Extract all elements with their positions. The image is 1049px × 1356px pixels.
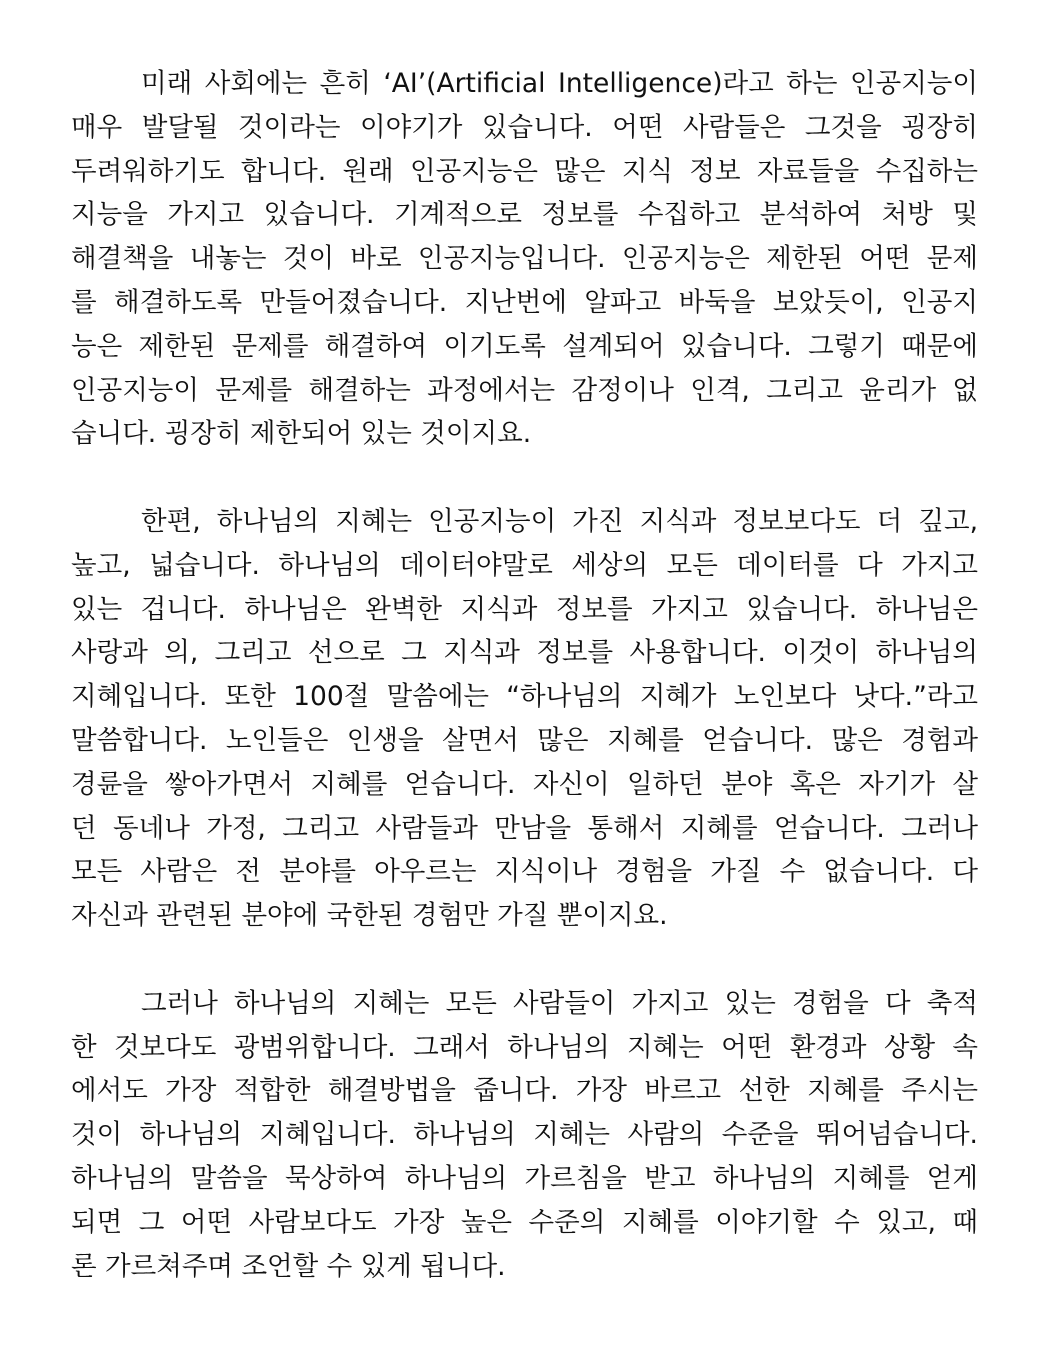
text-line: 한편, 하나님의 지혜는 인공지능이 가진 지식과 정보보다도 더 깊고, [141,505,978,537]
text-line: 그러나 하나님의 지혜는 모든 사람들이 가지고 있는 경험을 다 축적 [141,987,978,1019]
text-line: 미래 사회에는 흔히 ‘AI’(Artificial Intelligence)라고 하는 인공지능이 [141,68,978,99]
paragraph-conclusion [71,982,978,1289]
text-line: 한 것보다도 광범위합니다. 그래서 하나님의 지혜는 어떤 환경과 상황 속 [71,1031,978,1063]
text-line: 매우 발달될 것이라는 이야기가 있습니다. 어떤 사람들은 그것을 굉장히 [71,111,978,143]
text-line: 해결책을 내놓는 것이 바로 인공지능입니다. 인공지능은 제한된 어떤 문제 [71,243,978,275]
text-line: 모든 사람은 전 분야를 아우르는 지식이나 경험을 가질 수 없습니다. 다 [71,856,978,888]
text-line: 되면 그 어떤 사람보다도 가장 높은 수준의 지혜를 이야기할 수 있고, 때 [71,1206,978,1238]
text-line: 사랑과 의, 그리고 선으로 그 지식과 정보를 사용합니다. 이것이 하나님의 [71,637,978,669]
text-line: 론 가르쳐주며 조언할 수 있게 됩니다. [71,1250,506,1282]
text-line: 두려워하기도 합니다. 원래 인공지능은 많은 지식 정보 자료들을 수집하는 [71,155,978,187]
text-line: 능은 제한된 문제를 해결하여 이기도록 설계되어 있습니다. 그렇기 때문에 [71,330,978,362]
text-line: 것이 하나님의 지혜입니다. 하나님의 지혜는 사람의 수준을 뛰어넘습니다. [71,1119,978,1151]
text-line: 경륜을 쌓아가면서 지혜를 얻습니다. 자신이 일하던 분야 혹은 자기가 살 [71,768,978,800]
text-line: 지혜입니다. 또한 100절 말씀에는 “하나님의 지혜가 노인보다 낫다.”라고 [71,681,978,713]
text-line: 있는 겁니다. 하나님은 완벽한 지식과 정보를 가지고 있습니다. 하나님은 [71,593,978,625]
text-line: 를 해결하도록 만들어졌습니다. 지난번에 알파고 바둑을 보았듯이, 인공지 [71,286,978,318]
text-line: 던 동네나 가정, 그리고 사람들과 만남을 통해서 지혜를 얻습니다. 그러나 [71,812,978,844]
text-line: 습니다. 굉장히 제한되어 있는 것이지요. [71,418,532,450]
document-page [71,62,978,1288]
paragraph-wisdom-of-god [71,500,978,938]
paragraph-ai [71,62,978,456]
text-line: 지능을 가지고 있습니다. 기계적으로 정보를 수집하고 분석하여 처방 및 [71,199,978,231]
text-line: 인공지능이 문제를 해결하는 과정에서는 감정이나 인격, 그리고 윤리가 없 [71,374,978,406]
text-line: 자신과 관련된 분야에 국한된 경험만 가질 뿐이지요. [71,900,668,932]
text-line: 에서도 가장 적합한 해결방법을 줍니다. 가장 바르고 선한 지혜를 주시는 [71,1075,978,1107]
text-line: 하나님의 말씀을 묵상하여 하나님의 가르침을 받고 하나님의 지혜를 얻게 [71,1162,978,1194]
text-line: 말씀합니다. 노인들은 인생을 살면서 많은 지혜를 얻습니다. 많은 경험과 [71,724,978,756]
text-line: 높고, 넓습니다. 하나님의 데이터야말로 세상의 모든 데이터를 다 가지고 [71,549,978,581]
